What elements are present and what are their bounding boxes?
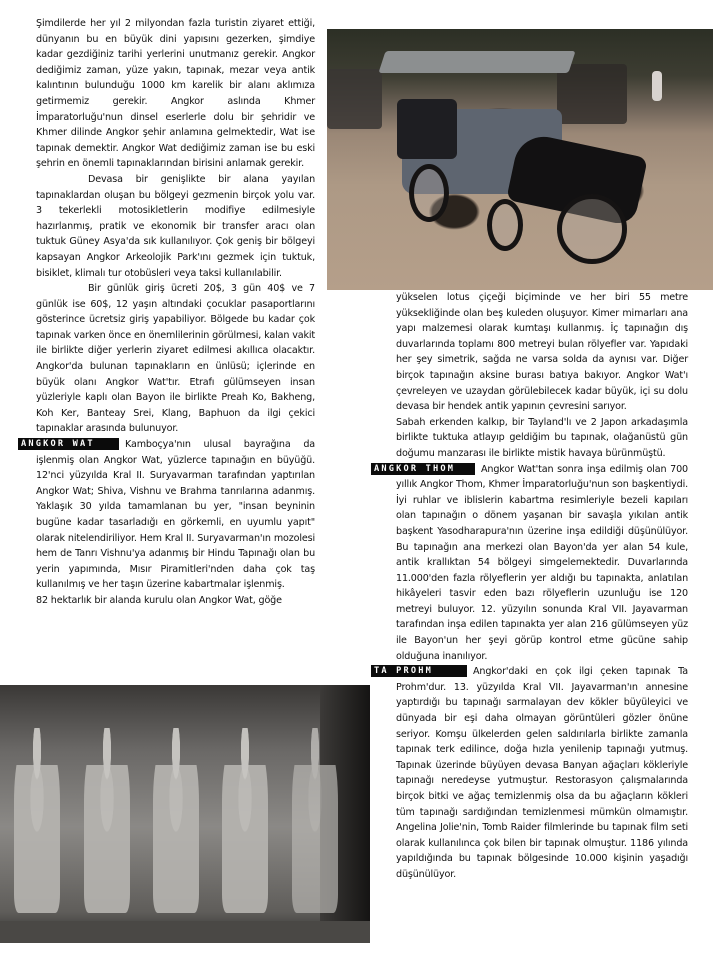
- angkor-wat-text: Kamboçya'nın ulusal bayrağına da işlenmiş olan Angkor Wat, yüzlerce tapınağın en büyüğü. 12'nci yüzyılda Kral II. Suryavarman tarafından yaptırılan Angkor Wat; Shiva, Vishnu ve Brahma tanrılarına adanmış. Yaklaşık 30 yılda tamamlanan bu yer, "insan beyninin bugüne kadar tasarladığı en görkemli, en uyumlu yapıt" olarak nitelendiriliyor. Hem Kral II. Suryavarman'ın mozolesi hem de Tanrı Vishnu'ya adanmış bir Hindu Tapınağı olan bu yerin yapımında, Mısır Piramitleri'nden daha çok taş kullanılmış ve her taşın üzerine kabartmalar işlenmiş.: [36, 439, 315, 591]
- apsara-figure: [84, 728, 130, 913]
- apsara-relief-photo: [0, 685, 370, 943]
- ta-prohm-text: Angkor'daki en çok ilgi çeken tapınak Ta Prohm'dur. 13. yüzyılda Kral VII. Jayavarman'ın annesine yaptırdığı bu tapınağı sarmalayan dev kökler büyüleyici ve dünyada bir eşi daha olmayan görüntüleri gözler önüne seriyor. Komşu ülkelerden gelen saldırılarla birlikte zamanla tapınak terk edilince, doğa hızla yenilenip tapınağı yutmuş. Tapınak üzerinde büyüyen devasa Banyan ağaçları kökleriyle tapınağı neredeyse yutmuştur. Restorasyon çalışmalarında birçok bitki ve ağaç temizlenmiş olsa da bu ağaçların kökleri tüm tapınağı sardığından temizlenmesi mümkün olmamıştır. Angelina Jolie'nin, Tomb Raider filmlerinde bu tapınak film seti olarak kullanılınca çok bilen bir tapınak olmuştur. 1186 yılında yapıldığında bu tapınak bölgesinde 10.000 kişinin yaşadığı düşünülüyor.: [396, 666, 688, 880]
- tuktuk-roof: [378, 51, 575, 73]
- angkor-thom-text: Angkor Wat'tan sonra inşa edilmiş olan 700 yıllık Angkor Thom, Khmer İmparatorluğu'nun son başkentiydi. İyi ruhlar ve iblislerin kabartma resimleriyle bezeli kapıları olan tapınağın o dönem yaşanan bir savaşla yıkılan antik başkent Yasodharapura'nın üzerine inşa edildiği düşünülüyor. Bu tapınağın ana merkezi olan Bayon'da yer alan 54 kule, antik krallıktan 54 bölgeyi simgelemektedir. Duvarlarında 11.000'den fazla rölyeflerin yer aldığı bu tapınakta, anlatılan hikâyeleri tasvir eden bazı rölyeflerin uzunluğu ise 120 metreyi buluyor. 12. yüzyılın sonunda Kral VII. Jayavarman tarafından inşa edilen tapınakta yer alan 216 gülümseyen yüz ile Bayon'un her şeyi görüp kontrol etme gücüne sahip olduğuna inanılıyor.: [396, 463, 688, 662]
- tuktuk-seat: [397, 99, 457, 159]
- apsara-figure: [292, 728, 338, 913]
- pedestrian: [652, 71, 662, 101]
- section-heading-ta-prohm: TA PROHM: [371, 665, 467, 677]
- wheel: [409, 164, 449, 222]
- relief-base: [0, 921, 370, 943]
- left-column: [21, 16, 315, 609]
- apsara-figure: [14, 728, 60, 913]
- angkor-wat-paragraph-3: Sabah erkenden kalkıp, bir Tayland'lı ve 2 Japon arkadaşımla birlikte tuktuka atlayıp geldiğim bu tapınak, olağanüstü gün doğumu manzarası ile birlikte mistik havaya bürünmüştü.: [396, 416, 688, 459]
- angkor-thom-section: [374, 462, 688, 665]
- apsara-figure: [222, 728, 268, 913]
- section-heading-angkor-wat: ANGKOR WAT: [18, 438, 119, 450]
- angkor-wat-section: [21, 437, 315, 593]
- ta-prohm-section: [374, 664, 688, 882]
- apsara-figure: [153, 728, 199, 913]
- intro-paragraph-1: Şimdilerde her yıl 2 milyondan fazla turistin ziyaret ettiği, dünyanın bu en büyük dini yapısını gezerken, şimdiye kadar gezdiğiniz tarihi yerlerini unutmanız gerekir. Angkor dediğimiz zaman, yüze yakın, tapınak, mezar veya antik kalıntının bulunduğu 1000 km karelik bir alanı aklımıza getirmemiz gerekir. Angkor aslında Khmer İmparatorluğu'nun dinsel eserlerle dolu bir şehridir ve Khmer dilinde Angkor şehir anlamına gelmektedir, Wat ise tapınak demektir. Angkor Wat dediğimiz zaman ise bu eski şehrin en önemli tapınaklarından birisini anlamak gerekir.: [36, 18, 315, 170]
- right-column: [374, 290, 688, 883]
- background-tuktuk: [327, 69, 382, 129]
- intro-paragraph-3: Bir günlük giriş ücreti 20$, 3 gün 40$ ve 7 günlük ise 60$, 12 yaşın altındaki çocuklar pasaportlarını gösterince ücretsiz giriş yapabiliyor. Bölgede bu kadar çok tapınak varken önce en önemlilerinin görülmesi, kalan vakit ile birlikte diğer yerlerin ziyaret edilmesi akıllıca olacaktır. Angkor'da bulunan tapınakların en ünlüsü; içlerinde en büyük olanı Angkor Wat'tır. Etrafı gülümseyen insan yüzleriyle kaplı olan Bayon ile birlikte Preah Ko, Bakheng, Koh Ker, Banteay Srei, Klang, Baphuon da ilgi çekici tapınaklar arasında bulunuyor.: [36, 283, 315, 435]
- angkor-wat-paragraph-2-start: 82 hektarlık bir alanda kurulu olan Angkor Wat, göğe: [36, 594, 282, 606]
- tuktuk-photo: [327, 29, 713, 290]
- intro-paragraph-2: Devasa bir genişlikte bir alana yayılan tapınaklardan oluşan bu bölgeyi gezmenin birçok yolu var. 3 tekerlekli motosikletlerin modifiye edilmesiyle hazırlanmış, pratik ve ekonomik bir transfer aracı olan tuktuk Güney Asya'da sık kullanılıyor. Çok geniş bir bölgeyi kapsayan Angkor Arkeolojik Park'ını gezmek için tuktuk, bisiklet, klimalı tur otobüsleri veya taksi kullanılabilir.: [36, 173, 315, 279]
- wheel: [557, 194, 627, 264]
- background-tuktuk: [557, 64, 627, 124]
- wheel: [487, 199, 523, 251]
- section-heading-angkor-thom: ANGKOR THOM: [371, 463, 475, 475]
- angkor-wat-paragraph-2-continued: yükselen lotus çiçeği biçiminde ve her biri 55 metre yüksekliğinde olan beş kuleden oluşuyor. Kimer mimarları ana yapı malzemesi olarak kumtaşı kullanmış. İç tapınağın dış duvarlarında toplamı 800 metreyi bulan rölyefler var. Yapıdaki her şey simetrik, sağda ne varsa solda da aynısı var. Diğer birçok tapınağın aksine burası batıya bakıyor. Angkor Wat'ı çevreleyen ve uzaydan görülebilecek kadar büyük, içi su dolu devasa bir hendek antik yapının çevresini sarıyor.: [396, 292, 688, 413]
